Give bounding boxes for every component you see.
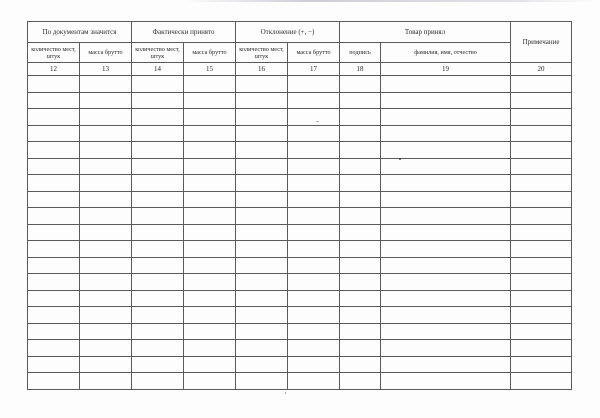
empty-cell[interactable]: [381, 340, 511, 357]
empty-cell[interactable]: [511, 175, 572, 192]
subheader-actual-gross-mass: масса брутто: [184, 43, 236, 63]
empty-cell[interactable]: [340, 158, 381, 175]
empty-cell[interactable]: [132, 158, 184, 175]
scan-speck: [285, 392, 286, 394]
subheader-deviation-qty: количество мест, штук: [236, 43, 288, 63]
empty-cell[interactable]: [340, 340, 381, 357]
empty-cell[interactable]: [381, 76, 511, 93]
empty-cell[interactable]: [184, 356, 236, 373]
empty-cell[interactable]: [132, 76, 184, 93]
empty-cell[interactable]: [80, 92, 132, 109]
empty-cell[interactable]: [288, 208, 340, 225]
empty-cell[interactable]: [236, 76, 288, 93]
column-number: 16: [236, 63, 288, 76]
empty-cell[interactable]: [132, 241, 184, 258]
empty-cell[interactable]: [288, 340, 340, 357]
empty-cell[interactable]: [236, 356, 288, 373]
empty-cell[interactable]: [28, 208, 80, 225]
empty-cell[interactable]: [80, 257, 132, 274]
table-row: [28, 373, 572, 390]
empty-cell[interactable]: [236, 290, 288, 307]
empty-cell[interactable]: [184, 92, 236, 109]
empty-cell[interactable]: [236, 191, 288, 208]
empty-cell[interactable]: [80, 307, 132, 324]
empty-cell[interactable]: [511, 290, 572, 307]
empty-cell[interactable]: [340, 142, 381, 159]
empty-cell[interactable]: [288, 356, 340, 373]
empty-cell[interactable]: [381, 125, 511, 142]
empty-cell[interactable]: [184, 142, 236, 159]
subheader-actual-qty: количество мест, штук: [132, 43, 184, 63]
empty-cell[interactable]: [236, 373, 288, 390]
empty-cell[interactable]: [80, 142, 132, 159]
group-actually-received: Фактически принято: [132, 22, 236, 43]
empty-cell[interactable]: [340, 175, 381, 192]
empty-cell[interactable]: [340, 208, 381, 225]
empty-cell[interactable]: [80, 208, 132, 225]
empty-cell[interactable]: [184, 340, 236, 357]
empty-cell[interactable]: [80, 323, 132, 340]
empty-cell[interactable]: [184, 257, 236, 274]
empty-cell[interactable]: [236, 307, 288, 324]
table-row: [28, 92, 572, 109]
empty-cell[interactable]: [288, 92, 340, 109]
empty-cell[interactable]: [236, 274, 288, 291]
column-number: 13: [80, 63, 132, 76]
table-row: [28, 307, 572, 324]
empty-cell[interactable]: [80, 373, 132, 390]
table-row: [28, 224, 572, 241]
empty-cell[interactable]: [28, 257, 80, 274]
column-number: 12: [28, 63, 80, 76]
empty-cell[interactable]: [236, 109, 288, 126]
empty-cell[interactable]: [184, 76, 236, 93]
empty-cell[interactable]: [132, 340, 184, 357]
empty-cell[interactable]: [80, 76, 132, 93]
scan-edge: [180, 0, 600, 2]
empty-cell[interactable]: [381, 175, 511, 192]
table-row: [28, 323, 572, 340]
empty-cell[interactable]: [132, 191, 184, 208]
empty-cell[interactable]: [236, 241, 288, 258]
empty-cell[interactable]: [132, 109, 184, 126]
empty-cell[interactable]: [236, 257, 288, 274]
empty-cell[interactable]: [288, 224, 340, 241]
column-number: 17: [288, 63, 340, 76]
empty-cell[interactable]: [80, 109, 132, 126]
empty-cell[interactable]: [236, 158, 288, 175]
empty-cell[interactable]: [132, 175, 184, 192]
empty-cell[interactable]: [381, 356, 511, 373]
empty-cell[interactable]: [132, 323, 184, 340]
empty-cell[interactable]: [511, 356, 572, 373]
column-number: 20: [511, 63, 572, 76]
empty-cell[interactable]: [288, 274, 340, 291]
table-row: [28, 76, 572, 93]
empty-cell[interactable]: [381, 323, 511, 340]
empty-cell[interactable]: [381, 224, 511, 241]
table-row: [28, 356, 572, 373]
empty-cell[interactable]: [184, 241, 236, 258]
empty-cell[interactable]: [184, 125, 236, 142]
empty-cell[interactable]: [236, 224, 288, 241]
empty-cell[interactable]: [28, 158, 80, 175]
empty-cell[interactable]: [184, 175, 236, 192]
empty-cell[interactable]: [288, 290, 340, 307]
table-row: [28, 208, 572, 225]
empty-cell[interactable]: [340, 241, 381, 258]
empty-cell[interactable]: [132, 307, 184, 324]
empty-cell[interactable]: [511, 274, 572, 291]
empty-cell[interactable]: [132, 224, 184, 241]
empty-cell[interactable]: [340, 290, 381, 307]
empty-cell[interactable]: [381, 109, 511, 126]
empty-cell[interactable]: [28, 76, 80, 93]
table-row: [28, 191, 572, 208]
empty-cell[interactable]: [381, 373, 511, 390]
empty-cell[interactable]: [28, 224, 80, 241]
empty-cell[interactable]: [236, 323, 288, 340]
empty-cell[interactable]: [288, 125, 340, 142]
empty-cell[interactable]: [381, 92, 511, 109]
empty-cell[interactable]: [381, 142, 511, 159]
column-number: 15: [184, 63, 236, 76]
empty-cell[interactable]: [28, 307, 80, 324]
empty-cell[interactable]: [132, 356, 184, 373]
empty-cell[interactable]: [340, 323, 381, 340]
empty-cell[interactable]: [236, 340, 288, 357]
empty-cell[interactable]: [28, 142, 80, 159]
empty-cell[interactable]: [381, 307, 511, 324]
empty-cell[interactable]: [28, 175, 80, 192]
empty-cell[interactable]: [511, 208, 572, 225]
table-row: [28, 290, 572, 307]
subheader-full-name: фамилия, имя, отчество: [381, 43, 511, 63]
empty-cell[interactable]: [381, 191, 511, 208]
empty-cell[interactable]: [132, 290, 184, 307]
empty-cell[interactable]: [511, 125, 572, 142]
empty-cell[interactable]: [236, 92, 288, 109]
empty-cell[interactable]: [28, 125, 80, 142]
subheader-doc-qty: количество мест, штук: [28, 43, 80, 63]
empty-cell[interactable]: [28, 340, 80, 357]
empty-cell[interactable]: [511, 224, 572, 241]
empty-cell[interactable]: [28, 92, 80, 109]
empty-cell[interactable]: [511, 109, 572, 126]
empty-cell[interactable]: [184, 158, 236, 175]
table-row: [28, 125, 572, 142]
empty-cell[interactable]: [340, 224, 381, 241]
empty-cell[interactable]: [184, 290, 236, 307]
table-row: [28, 158, 572, 175]
empty-cell[interactable]: [381, 274, 511, 291]
empty-cell[interactable]: [80, 125, 132, 142]
notes-header: Примечание: [511, 22, 572, 63]
empty-cell[interactable]: [80, 191, 132, 208]
table-row: [28, 109, 572, 126]
empty-cell[interactable]: [132, 373, 184, 390]
empty-cell[interactable]: [288, 158, 340, 175]
empty-cell[interactable]: [511, 323, 572, 340]
empty-cell[interactable]: [340, 373, 381, 390]
empty-cell[interactable]: [511, 257, 572, 274]
empty-cell[interactable]: [28, 290, 80, 307]
empty-cell[interactable]: [288, 76, 340, 93]
empty-cell[interactable]: [132, 274, 184, 291]
column-number: 14: [132, 63, 184, 76]
empty-cell[interactable]: [288, 241, 340, 258]
empty-cell[interactable]: [28, 373, 80, 390]
empty-cell[interactable]: [340, 307, 381, 324]
empty-cell[interactable]: [132, 208, 184, 225]
empty-cell[interactable]: [184, 224, 236, 241]
empty-cell[interactable]: [184, 323, 236, 340]
empty-cell[interactable]: [340, 76, 381, 93]
column-number: 18: [340, 63, 381, 76]
empty-cell[interactable]: [28, 356, 80, 373]
empty-cell[interactable]: [340, 109, 381, 126]
table-row: [28, 340, 572, 357]
empty-cell[interactable]: [381, 241, 511, 258]
empty-cell[interactable]: [381, 257, 511, 274]
empty-cell[interactable]: [28, 274, 80, 291]
group-header-row: [28, 22, 572, 43]
group-goods-received-by: Товар принял: [340, 22, 511, 43]
empty-cell[interactable]: [381, 158, 511, 175]
empty-cell[interactable]: [340, 191, 381, 208]
empty-cell[interactable]: [288, 191, 340, 208]
table-row: [28, 257, 572, 274]
column-number: 19: [381, 63, 511, 76]
empty-cell[interactable]: [132, 125, 184, 142]
empty-cell[interactable]: [28, 109, 80, 126]
scan-speck: [316, 121, 319, 122]
empty-cell[interactable]: [132, 257, 184, 274]
empty-cell[interactable]: [288, 323, 340, 340]
empty-cell[interactable]: [80, 340, 132, 357]
empty-cell[interactable]: [288, 109, 340, 126]
empty-cell[interactable]: [288, 142, 340, 159]
empty-cell[interactable]: [236, 175, 288, 192]
scan-speck: [399, 158, 401, 160]
subheader-row: [28, 43, 572, 63]
empty-cell[interactable]: [184, 109, 236, 126]
empty-cell[interactable]: [288, 307, 340, 324]
empty-cell[interactable]: [132, 92, 184, 109]
empty-cell[interactable]: [511, 142, 572, 159]
empty-cell[interactable]: [184, 191, 236, 208]
empty-cell[interactable]: [236, 208, 288, 225]
empty-cell[interactable]: [236, 142, 288, 159]
empty-cell[interactable]: [184, 307, 236, 324]
empty-cell[interactable]: [80, 274, 132, 291]
empty-cell[interactable]: [340, 356, 381, 373]
empty-cell[interactable]: [80, 241, 132, 258]
empty-cell[interactable]: [511, 191, 572, 208]
empty-cell[interactable]: [80, 356, 132, 373]
empty-cell[interactable]: [28, 323, 80, 340]
goods-receipt-table: [27, 21, 572, 390]
empty-cell[interactable]: [80, 175, 132, 192]
column-number-row: [28, 63, 572, 76]
empty-cell[interactable]: [381, 208, 511, 225]
group-by-documents: По документам значится: [28, 22, 132, 43]
empty-cell[interactable]: [288, 373, 340, 390]
empty-cell[interactable]: [511, 307, 572, 324]
empty-cell[interactable]: [381, 290, 511, 307]
table-row: [28, 241, 572, 258]
empty-cell[interactable]: [288, 257, 340, 274]
empty-cell[interactable]: [511, 76, 572, 93]
empty-cell[interactable]: [184, 208, 236, 225]
subheader-signature: подпись: [340, 43, 381, 63]
empty-cell[interactable]: [511, 340, 572, 357]
empty-cell[interactable]: [80, 290, 132, 307]
empty-cell[interactable]: [511, 158, 572, 175]
empty-cell[interactable]: [184, 373, 236, 390]
subheader-deviation-gross-mass: масса брутто: [288, 43, 340, 63]
empty-cell[interactable]: [132, 142, 184, 159]
empty-cell[interactable]: [340, 274, 381, 291]
empty-cell[interactable]: [236, 125, 288, 142]
empty-cell[interactable]: [511, 241, 572, 258]
empty-cell[interactable]: [80, 224, 132, 241]
subheader-doc-gross-mass: масса брутто: [80, 43, 132, 63]
table-row: [28, 142, 572, 159]
empty-cell[interactable]: [511, 92, 572, 109]
empty-cell[interactable]: [28, 241, 80, 258]
table-row: [28, 274, 572, 291]
empty-cell[interactable]: [184, 274, 236, 291]
empty-cell[interactable]: [80, 158, 132, 175]
empty-cell[interactable]: [340, 257, 381, 274]
empty-cell[interactable]: [511, 373, 572, 390]
empty-cell[interactable]: [28, 191, 80, 208]
empty-cell[interactable]: [340, 92, 381, 109]
empty-cell[interactable]: [288, 175, 340, 192]
group-deviation: Отклонение (+, −): [236, 22, 340, 43]
table-row: [28, 175, 572, 192]
empty-cell[interactable]: [340, 125, 381, 142]
table-body: [28, 76, 572, 390]
